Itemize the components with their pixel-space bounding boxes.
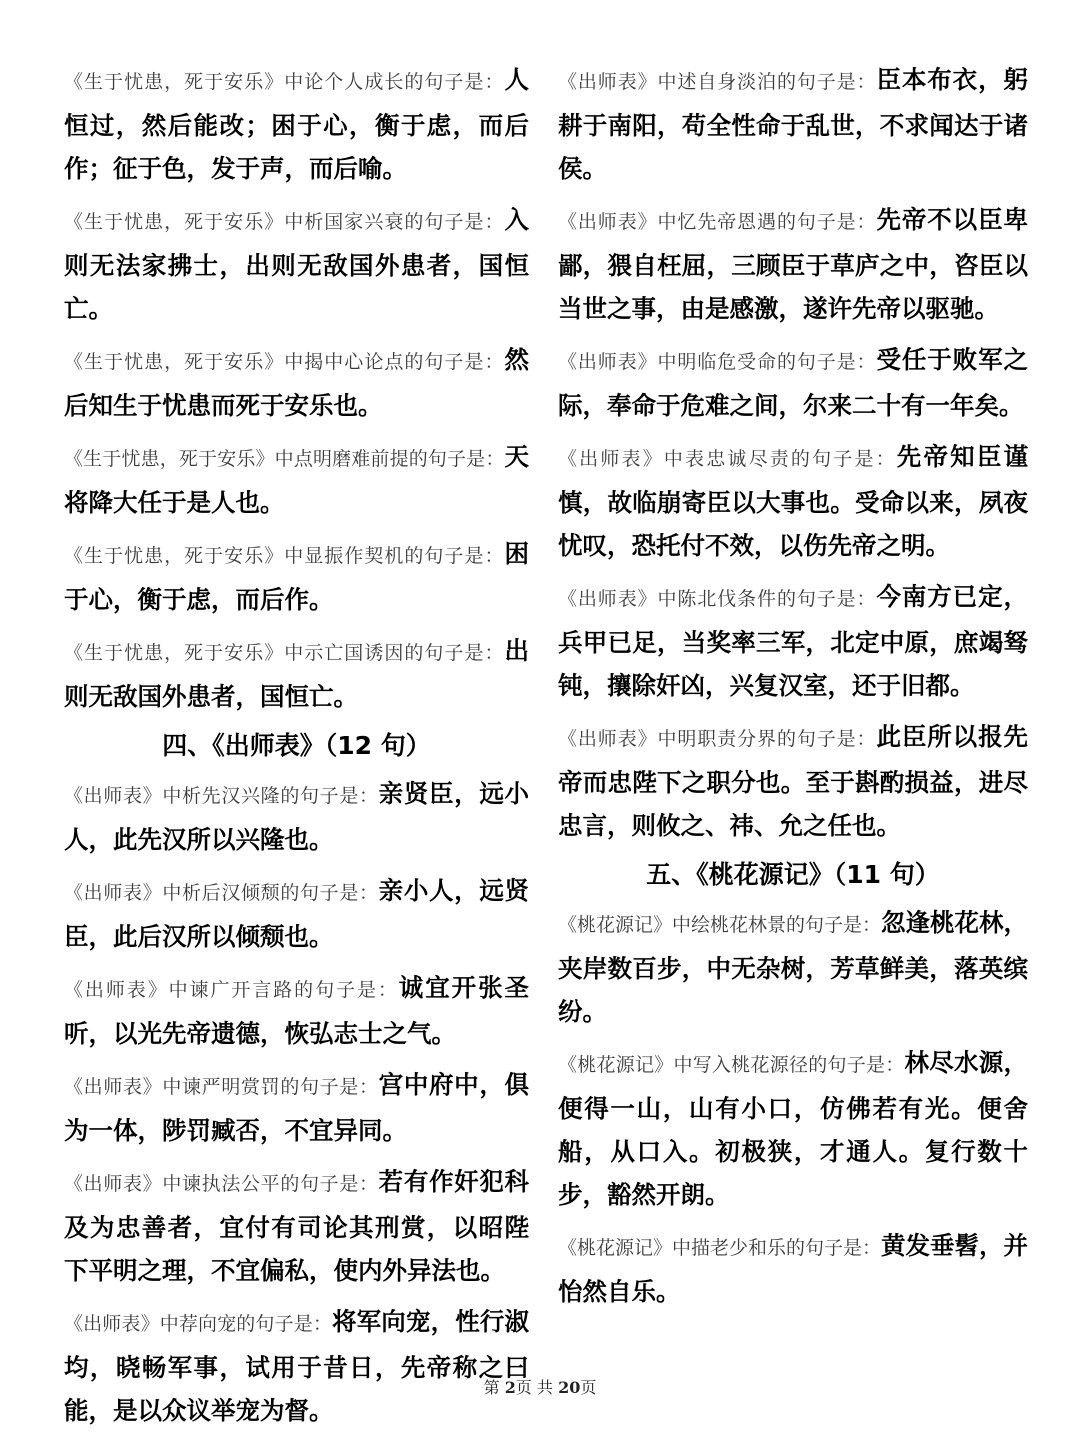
question-prompt: 《出师表》中荐向宠的句子是： — [64, 1313, 332, 1335]
answer-text: 黄发垂髫，并怡然自乐。 — [558, 1231, 1029, 1306]
answer-text: 诚宜开张圣听，以光先帝遗德，恢弘志士之气。 — [64, 973, 529, 1048]
page-number: 2 — [504, 1378, 516, 1397]
question-prompt: 《出师表》中谏执法公平的句子是： — [64, 1173, 379, 1195]
total-pages: 20 — [558, 1378, 581, 1397]
question-prompt: 《出师表》中述自身淡泊的句子是： — [558, 71, 877, 93]
answer-text: 入则无法家拂士，出则无敌国外患者，国恒亡。 — [64, 205, 529, 323]
answer-text: 人恒过，然后能改；困于心，衡于虑，而后作；征于色，发于声，而后喻。 — [64, 65, 529, 183]
answer-text: 亲贤臣，远小人，此先汉所以兴隆也。 — [64, 779, 529, 854]
question-entry — [558, 435, 1028, 567]
question-entry — [558, 58, 1028, 190]
question-prompt: 《生于忧患，死于安乐》中揭中心论点的句子是： — [64, 351, 505, 373]
question-entry — [64, 198, 529, 330]
question-prompt: 《生于忧患，死于安乐》中示亡国诱因的句子是： — [64, 642, 505, 664]
question-prompt: 《桃花源记》中描老少和乐的句子是： — [558, 1237, 882, 1259]
answer-text: 今南方已定，兵甲已足，当奖率三军，北定中原，庶竭驽钝，攘除奸凶，兴复汉室，还于旧都。 — [558, 582, 1028, 700]
question-prompt: 《生于忧患，死于安乐》中析国家兴衰的句子是： — [64, 211, 505, 233]
question-entry — [64, 966, 529, 1055]
answer-text: 臣本布衣，躬耕于南阳，苟全性命于乱世，不求闻达于诸侯。 — [558, 65, 1028, 183]
question-prompt: 《生于忧患，死于安乐》中点明磨难前提的句子是： — [64, 448, 505, 470]
question-entry — [64, 1160, 529, 1292]
question-entry — [64, 1300, 529, 1432]
question-entry — [64, 772, 529, 861]
answer-text: 忽逢桃花林，夹岸数百步，中无杂树，芳草鲜美，落英缤纷。 — [558, 908, 1029, 1026]
question-entry — [558, 198, 1028, 330]
question-entry — [64, 869, 529, 958]
question-prompt: 《出师表》中忆先帝恩遇的句子是： — [558, 211, 877, 233]
question-prompt: 《出师表》中析先汉兴隆的句子是： — [64, 785, 379, 807]
question-entry — [558, 1041, 1028, 1216]
section-heading: 四、《出师表》（12 句） — [162, 731, 431, 760]
answer-text: 困于心，衡于虑，而后作。 — [64, 539, 529, 614]
question-entry — [558, 1224, 1028, 1313]
answer-text: 林尽水源，便得一山，山有小口，仿佛若有光。便舍船，从口入。初极狭，才通人。复行数十步，豁然开朗。 — [558, 1048, 1028, 1209]
question-entry — [558, 338, 1028, 427]
answer-text: 亲小人，远贤臣，此后汉所以倾颓也。 — [64, 876, 529, 951]
answer-text: 先帝知臣谨慎，故临崩寄臣以大事也。受命以来，夙夜忧叹，恐托付不效，以伤先帝之明。 — [558, 442, 1028, 560]
section-heading: 五、《桃花源记》（11 句） — [646, 860, 940, 889]
question-prompt: 《出师表》中析后汉倾颓的句子是： — [64, 882, 379, 904]
question-entry — [64, 435, 529, 524]
answer-text: 若有作奸犯科及为忠善者，宜付有司论其刑赏，以昭陛下平明之理，不宜偏私，使内外异法也。 — [64, 1167, 529, 1285]
question-prompt: 《出师表》中陈北伐条件的句子是： — [558, 588, 877, 610]
question-entry — [558, 715, 1028, 847]
footer-middle: 页 共 — [515, 1378, 559, 1397]
right-column — [558, 58, 1028, 1321]
answer-text: 此臣所以报先帝而忠陛下之职分也。至于斟酌损益，进尽忠言，则攸之、祎、允之任也。 — [558, 722, 1028, 840]
question-entry — [558, 575, 1028, 707]
question-prompt: 《桃花源记》中写入桃花源径的句子是： — [558, 1054, 905, 1076]
question-entry — [64, 58, 529, 190]
answer-text: 宫中府中，俱为一体，陟罚臧否，不宜异同。 — [64, 1070, 529, 1145]
question-prompt: 《出师表》中明临危受命的句子是： — [558, 351, 877, 373]
answer-text: 先帝不以臣卑鄙，猥自枉屈，三顾臣于草庐之中，咨臣以当世之事，由是感激，遂许先帝以驱驰。 — [558, 205, 1028, 323]
page-footer — [0, 1375, 1080, 1398]
question-entry — [64, 1063, 529, 1152]
answer-text: 将军向宠，性行淑均，晓畅军事，试用于昔日，先帝称之曰能，是以众议举宠为督。 — [64, 1307, 529, 1425]
question-prompt: 《生于忧患，死于安乐》中显振作契机的句子是： — [64, 545, 505, 567]
answer-text: 受任于败军之际，奉命于危难之间，尔来二十有一年矣。 — [558, 345, 1028, 420]
question-entry — [64, 338, 529, 427]
question-prompt: 《桃花源记》中绘桃花林景的句子是： — [558, 914, 882, 936]
question-prompt: 《出师表》中明职责分界的句子是： — [558, 728, 877, 750]
left-column — [64, 58, 529, 1440]
footer-suffix: 页 — [580, 1378, 597, 1397]
answer-text: 天将降大任于是人也。 — [64, 442, 529, 517]
question-prompt: 《出师表》中谏广开言路的句子是： — [64, 979, 399, 1001]
answer-text: 然后知生于忧患而死于安乐也。 — [64, 345, 529, 420]
question-prompt: 《出师表》中表忠诚尽责的句子是： — [558, 448, 897, 470]
answer-text: 出则无敌国外患者，国恒亡。 — [64, 636, 529, 711]
question-prompt: 《出师表》中谏严明赏罚的句子是： — [64, 1076, 379, 1098]
question-entry — [64, 629, 529, 718]
question-prompt: 《生于忧患，死于安乐》中论个人成长的句子是： — [64, 71, 505, 93]
question-entry — [64, 532, 529, 621]
question-entry — [558, 901, 1028, 1033]
footer-prefix: 第 — [483, 1378, 505, 1397]
